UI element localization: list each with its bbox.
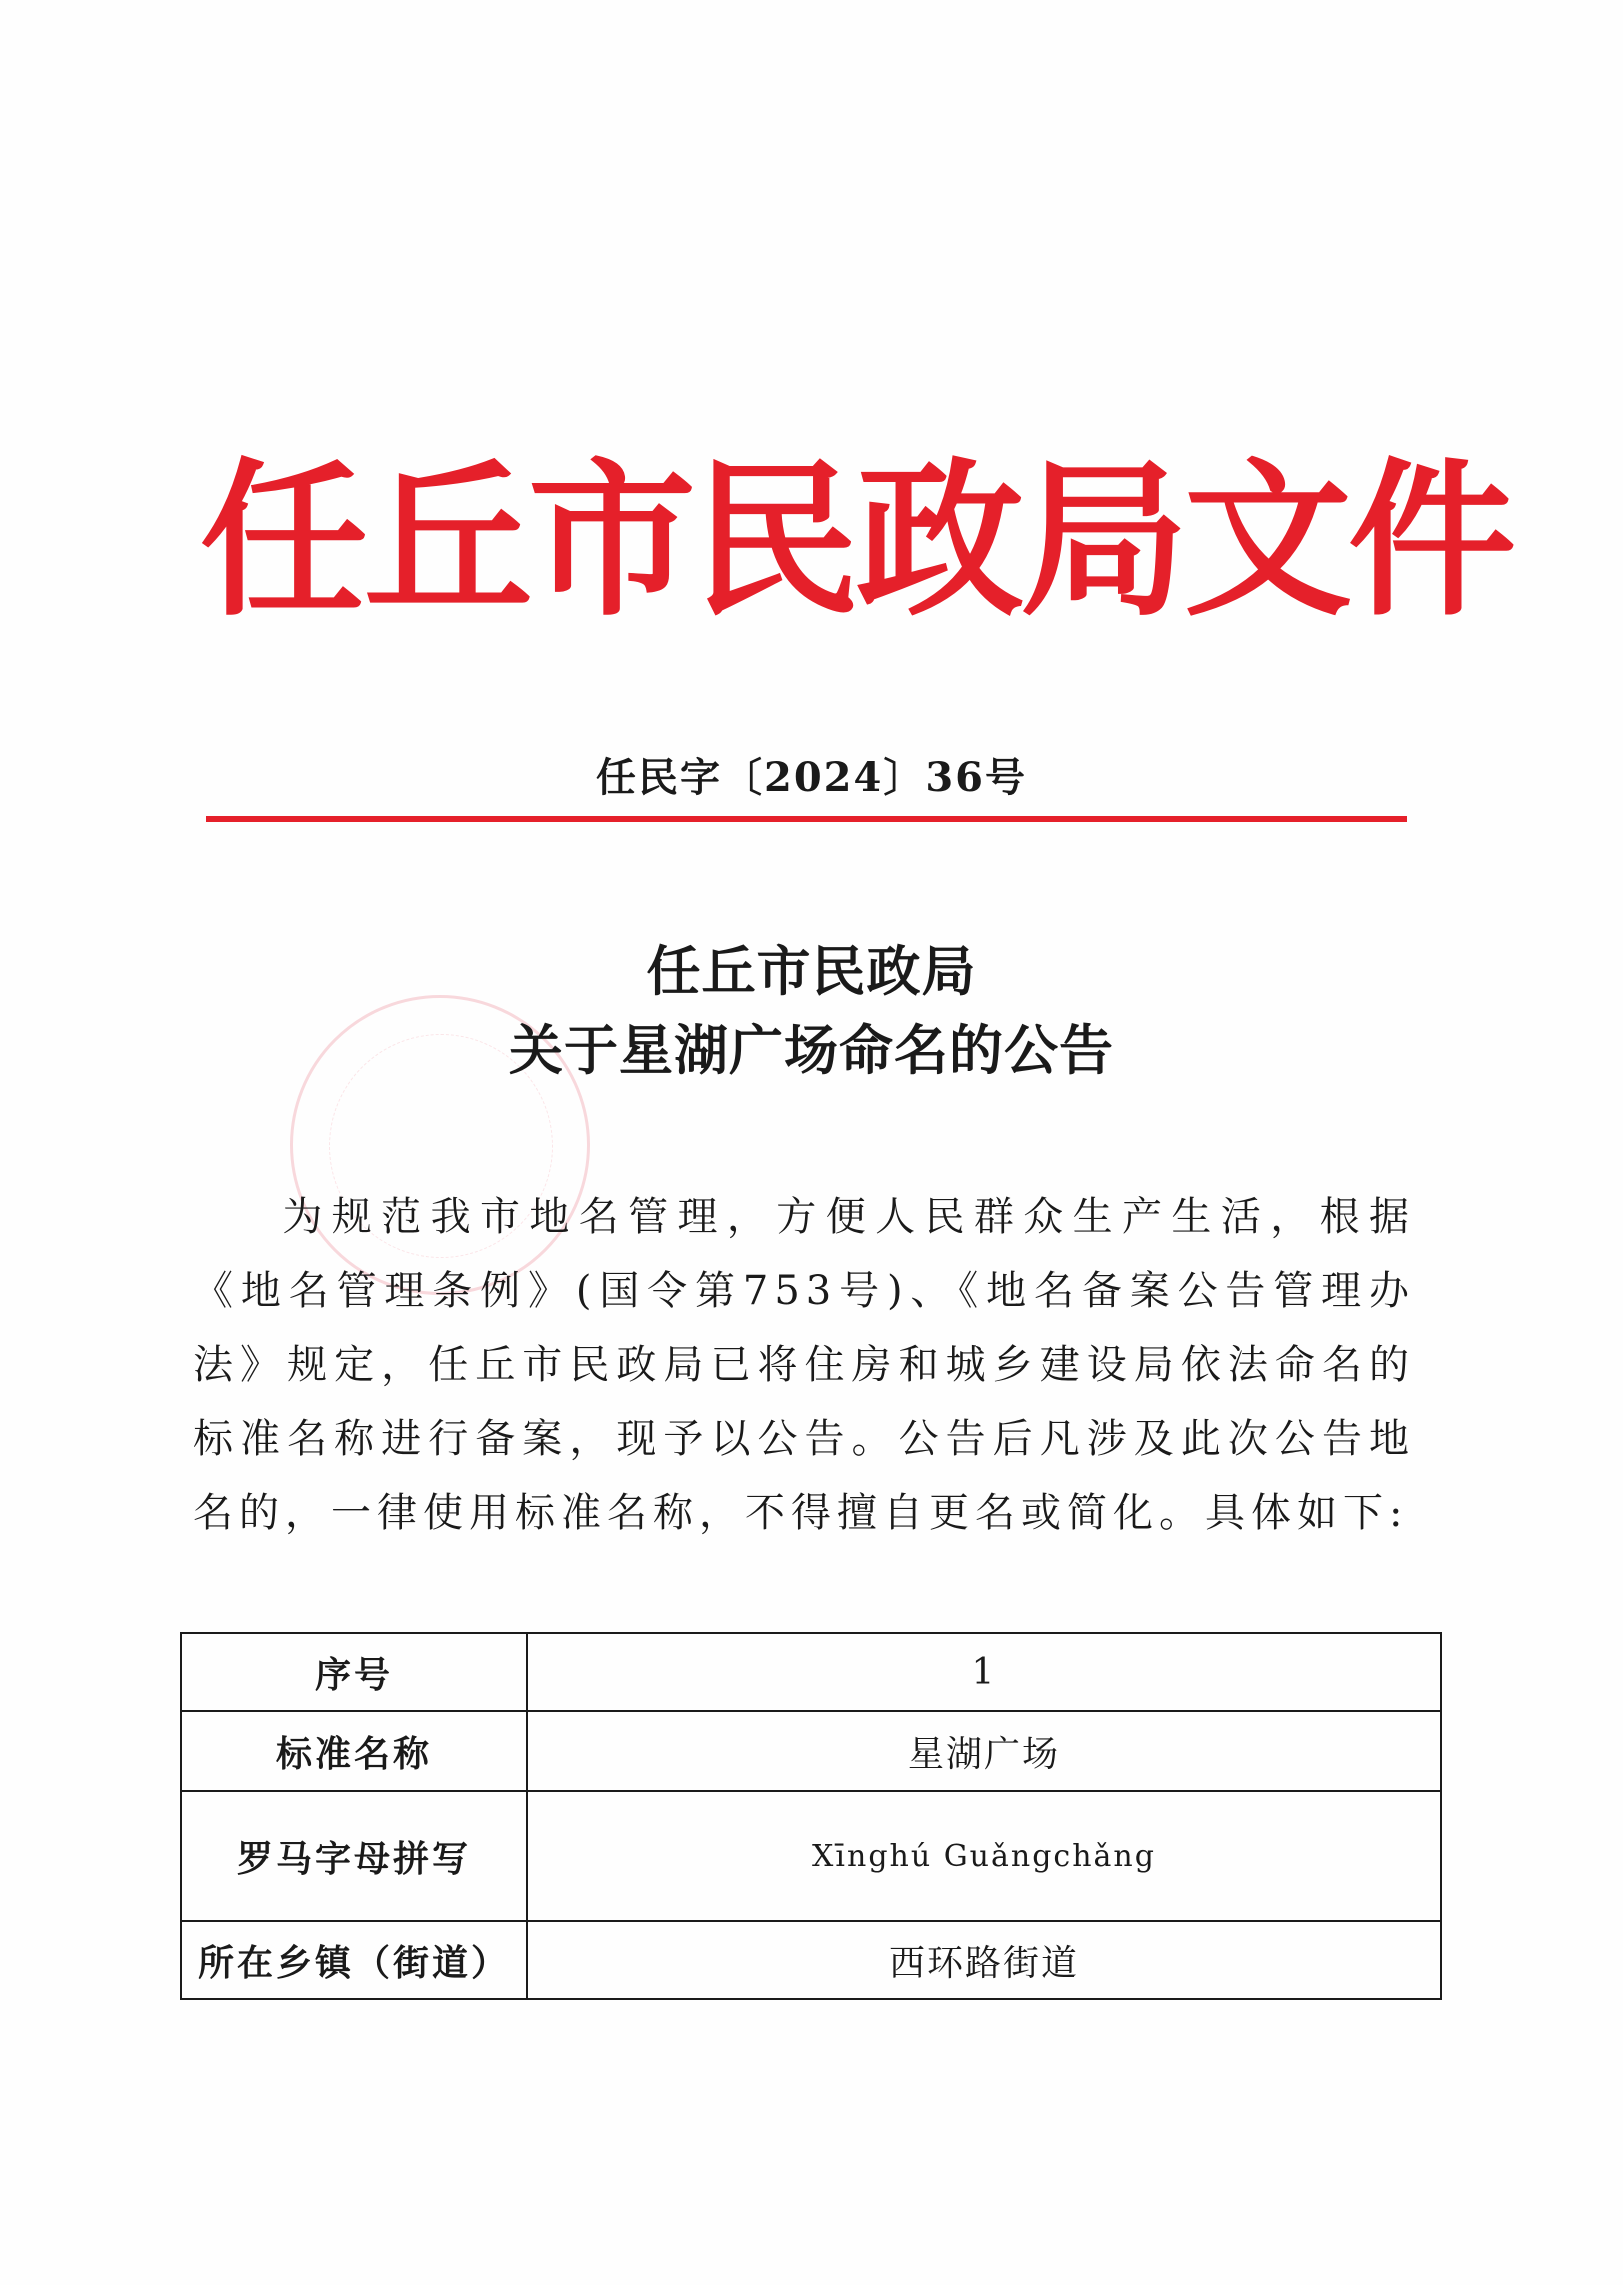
table-label-township: 所在乡镇（街道）: [181, 1921, 527, 1999]
table-label-serial: 序号: [181, 1633, 527, 1711]
document-number: 任民字〔2024〕36号: [596, 754, 1027, 801]
table-row: [181, 1633, 1441, 1711]
table-value-township: 西环路街道: [527, 1921, 1441, 1999]
table-row: [181, 1791, 1441, 1921]
notice-body-text: 为规范我市地名管理，方便人民群众生产生活，根据《地名管理条例》(国令第753号)、《地名备案公告管理办法》规定，任丘市民政局已将住房和城乡建设局依法命名的标准名称进行备案，现予以公告。公告后凡涉及此次公告地名的，一律使用标准名称，不得擅自更名或简化。具体如下:: [193, 1194, 1415, 1536]
notice-body: [193, 1180, 1415, 1550]
org-header-title: 任丘市民政局文件: [200, 441, 1512, 639]
table-row: [181, 1921, 1441, 1999]
table-value-serial: 1: [527, 1633, 1441, 1711]
table-row: [181, 1711, 1441, 1791]
table-label-romanization: 罗马字母拼写: [181, 1791, 527, 1921]
notice-title-line2: 关于星湖广场命名的公告: [509, 1018, 1114, 1082]
table-value-standard-name: 星湖广场: [527, 1711, 1441, 1791]
table-value-romanization: Xīnghú Guǎngchǎng: [527, 1791, 1441, 1921]
red-divider-line: [206, 816, 1407, 822]
place-name-table: [180, 1632, 1442, 2000]
table-label-standard-name: 标准名称: [181, 1711, 527, 1791]
notice-title-line1: 任丘市民政局: [646, 939, 977, 1003]
